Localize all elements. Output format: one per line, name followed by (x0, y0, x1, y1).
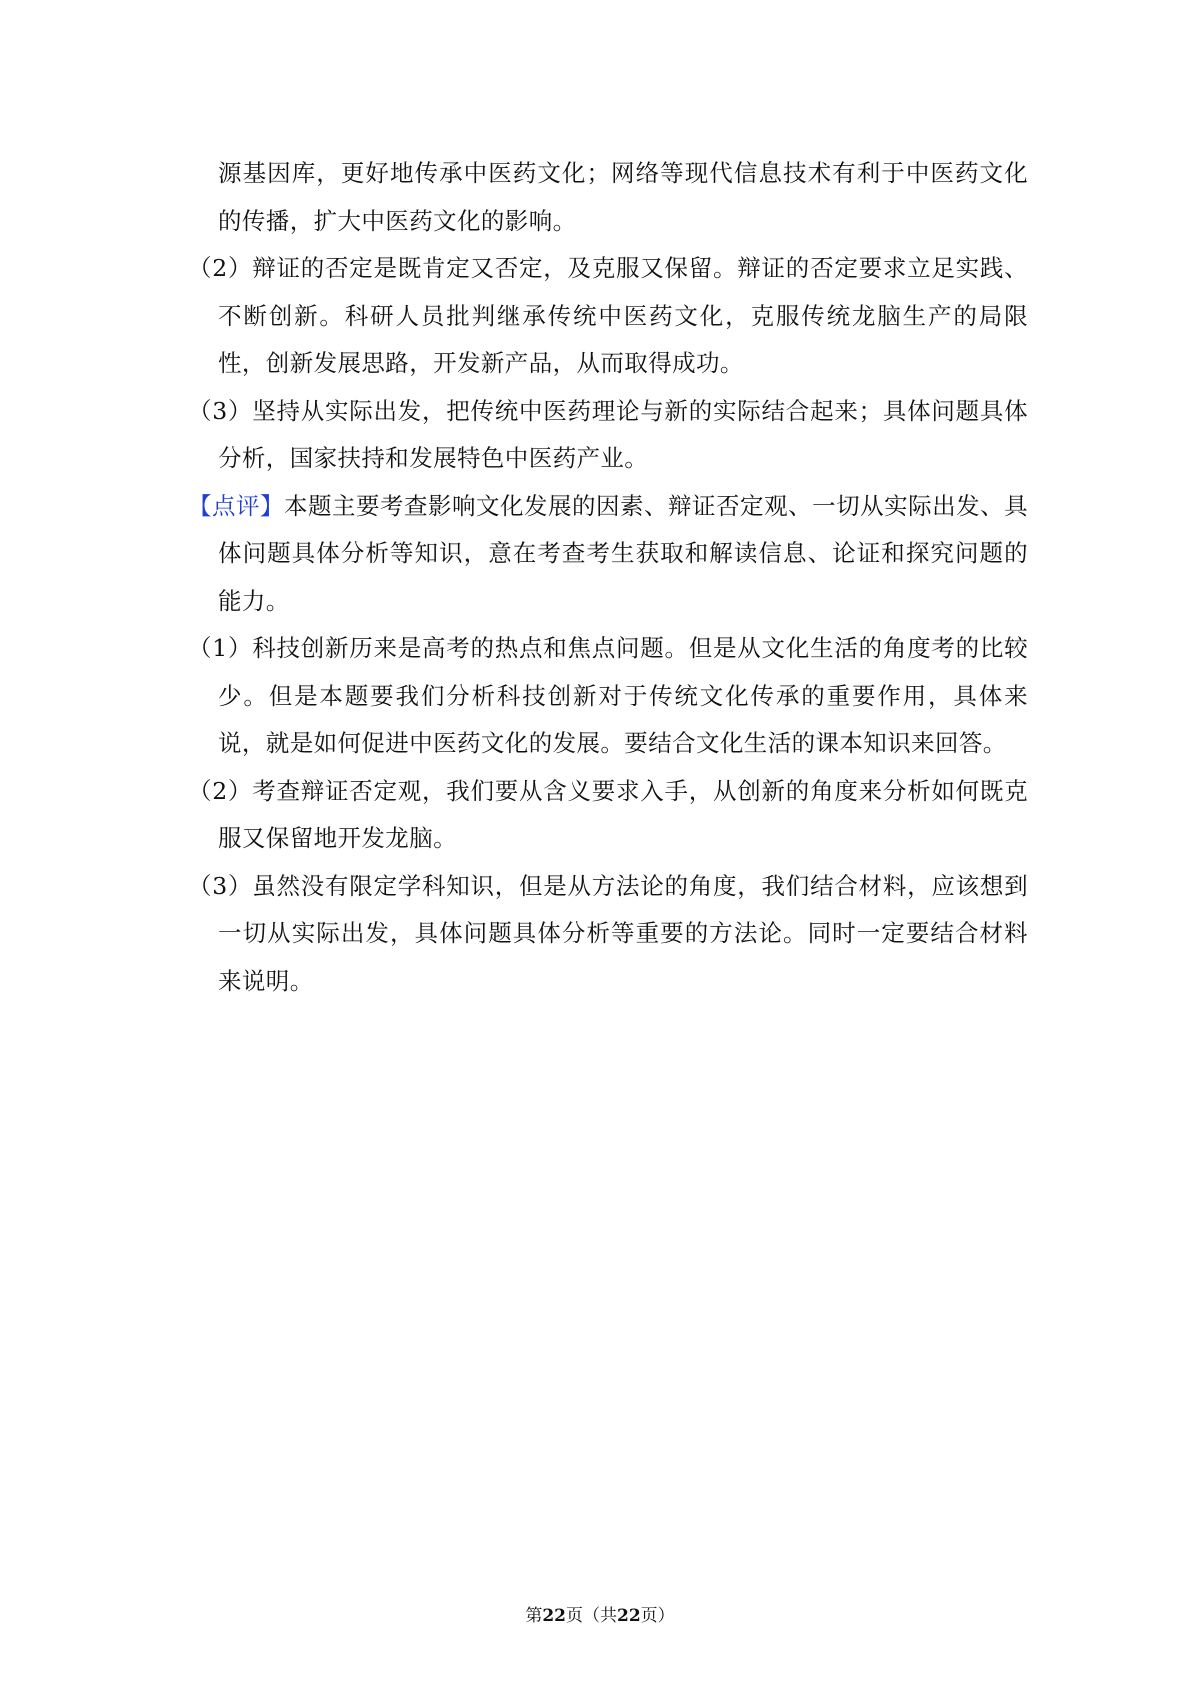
answer-item-2: （2）辩证的否定是既肯定又否定，及克服又保留。辩证的否定要求立足实践、不断创新。科研人员批判继承传统中医药文化，克服传统龙脑生产的局限性，创新发展思路，开发新产品，从而取得成功。 (188, 254, 1028, 377)
comment-paragraph (188, 483, 1028, 626)
footer-suffix: 页） (640, 1606, 675, 1626)
footer-page-number: 22 (542, 1606, 566, 1626)
comment-tag: 【点评】 (188, 491, 285, 520)
analysis-item-3: （3）虽然没有限定学科知识，但是从方法论的角度，我们结合材料，应该想到一切从实际出发，具体问题具体分析等重要的方法论。同时一定要结合材料来说明。 (188, 871, 1028, 995)
page-footer (0, 1601, 1200, 1626)
document-body (188, 150, 1028, 1005)
analysis-item-2: （2）考查辩证否定观，我们要从含义要求入手，从创新的角度来分析如何既克服又保留地开发龙脑。 (188, 776, 1028, 852)
answer-item-3: （3）坚持从实际出发，把传统中医药理论与新的实际结合起来；具体问题具体分析，国家扶持和发展特色中医药产业。 (188, 396, 1028, 472)
answer-continuation: 源基因库，更好地传承中医药文化；网络等现代信息技术有利于中医药文化的传播，扩大中医药文化的影响。 (218, 159, 1028, 235)
analysis-item-1: （1）科技创新历来是高考的热点和焦点问题。但是从文化生活的角度考的比较少。但是本题要我们分析科技创新对于传统文化传承的重要作用，具体来说，就是如何促进中医药文化的发展。要结合文化生活的课本知识来回答。 (188, 634, 1028, 757)
footer-prefix: 第 (525, 1606, 543, 1626)
footer-total-pages: 22 (617, 1606, 641, 1626)
comment-text: 本题主要考查影响文化发展的因素、辩证否定观、一切从实际出发、具体问题具体分析等知识，意在考查考生获取和解读信息、论证和探究问题的能力。 (218, 491, 1028, 615)
footer-middle: 页（共 (566, 1606, 617, 1626)
